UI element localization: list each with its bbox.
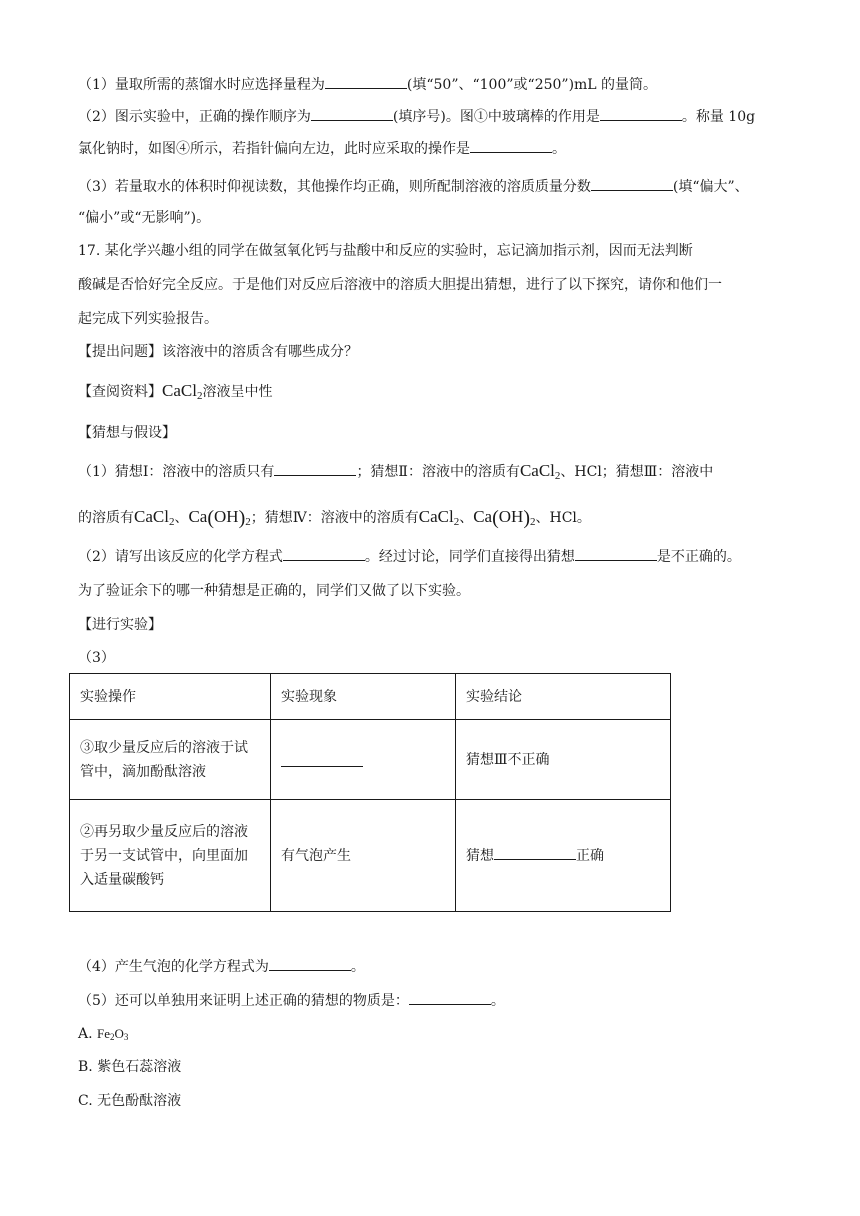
- operation-line: 于另一支试管中，向里面加: [80, 847, 248, 864]
- formula-text: OH: [498, 507, 524, 526]
- formula-subscript: 2: [196, 390, 203, 402]
- row1-operation: [70, 720, 271, 800]
- hypothesis-line2: [78, 507, 591, 532]
- q16-part3-line1: [78, 176, 749, 197]
- answer-blank[interactable]: [600, 106, 682, 121]
- fe2o3-formula: [97, 1026, 128, 1041]
- q17-part3-label: （3）: [78, 650, 115, 666]
- separator: 、: [459, 510, 474, 526]
- answer-blank[interactable]: [591, 176, 673, 191]
- cacl2-formula: [162, 381, 202, 400]
- formula-text: Ca: [473, 507, 493, 526]
- answer-blank[interactable]: [575, 546, 657, 561]
- row1-conclusion: 猜想Ⅲ不正确: [456, 720, 671, 800]
- hypothesis-2-text: ；猜想Ⅱ：溶液中的溶质有: [356, 464, 520, 480]
- q16-p2-text: （2）图示实验中，正确的操作顺序为: [78, 109, 311, 125]
- q17-part5: [78, 990, 505, 1011]
- answer-blank[interactable]: [311, 106, 393, 121]
- caoh2-formula: [473, 507, 536, 529]
- formula-subscript: 2: [110, 1032, 115, 1042]
- reference-heading: [78, 381, 272, 406]
- formula-text: O: [114, 1026, 124, 1041]
- option-c[interactable]: [78, 1091, 181, 1111]
- option-text: 紫色石蕊溶液: [97, 1059, 182, 1075]
- formula-text: CaCl: [519, 461, 555, 480]
- q17-p5-end: 。: [490, 993, 505, 1009]
- q16-part1: [78, 74, 657, 95]
- table-row: [70, 800, 671, 912]
- q17-p4-end: 。: [350, 959, 365, 975]
- formula-subscript: 2: [245, 516, 251, 528]
- formula-text: OH: [214, 507, 239, 526]
- operation-line: 入适量碳酸钙: [80, 871, 164, 888]
- cacl2-formula: [134, 507, 174, 526]
- hypothesis-1-text: （1）猜想Ⅰ：溶液中的溶质只有: [78, 464, 275, 480]
- cacl2-formula: [520, 461, 560, 480]
- q17-intro-line3: 起完成下列实验报告。: [78, 311, 218, 327]
- formula-text: CaCl: [162, 381, 197, 400]
- hypothesis-4-end: 、HCl。: [535, 510, 591, 526]
- formula-subscript: 2: [530, 516, 536, 528]
- operation-line: ②再另取少量反应后的溶液: [80, 823, 248, 840]
- row2-operation: [70, 800, 271, 912]
- separator: 、: [174, 510, 189, 526]
- paren-close: ): [523, 507, 530, 529]
- formula-text: Ca: [188, 507, 208, 526]
- answer-blank[interactable]: [325, 74, 407, 89]
- formula-text: Fe: [97, 1026, 111, 1041]
- reference-text: 溶液呈中性: [202, 384, 273, 400]
- operation-line: 管中，滴加酚酞溶液: [80, 763, 206, 780]
- answer-blank[interactable]: [470, 138, 552, 153]
- formula-text: CaCl: [418, 507, 454, 526]
- header-phenomenon: 实验现象: [271, 674, 456, 720]
- hypothesis-4-text: ；猜想Ⅳ：溶液中的溶质有: [250, 510, 419, 526]
- q16-p2-text3: 。称量 10g: [681, 109, 756, 125]
- q17-part2-line2: 为了验证余下的哪一种猜想是正确的，同学们又做了以下实验。: [78, 583, 470, 599]
- hypothesis-line1: [78, 461, 713, 486]
- paren-open: (: [492, 507, 499, 529]
- conclusion-text: 猜想: [466, 847, 494, 864]
- table-header-row: [70, 674, 671, 720]
- hypothesis-3-text: 、HCl；猜想Ⅲ：溶液中: [560, 464, 714, 480]
- q16-part2-line1: [78, 106, 755, 127]
- operation-line: ③取少量反应后的溶液于试: [80, 739, 248, 756]
- row1-phenomenon: [271, 720, 456, 800]
- paren-close: ): [238, 507, 246, 529]
- answer-blank[interactable]: [409, 990, 491, 1005]
- q17-p4-text: （4）产生气泡的化学方程式为: [78, 959, 269, 975]
- option-text: 无色酚酞溶液: [97, 1093, 182, 1109]
- q17-p5-text: （5）还可以单独用来证明上述正确的猜想的物质是：: [78, 993, 409, 1009]
- q17-part2-line1: [78, 546, 741, 567]
- table-row: [70, 720, 671, 800]
- q17-p2-text3: 是不正确的。: [656, 549, 741, 565]
- q16-p1-text: （1）量取所需的蒸馏水时应选择量程为: [78, 77, 325, 93]
- header-conclusion: 实验结论: [456, 674, 671, 720]
- answer-blank[interactable]: [274, 461, 356, 476]
- conclusion-text: 正确: [576, 847, 604, 864]
- answer-blank[interactable]: [494, 845, 576, 860]
- q16-part2-line2: [78, 138, 566, 159]
- q17-p2-text: （2）请写出该反应的化学方程式: [78, 549, 283, 565]
- formula-subscript: 3: [123, 1032, 129, 1042]
- reference-label: 【查阅资料】: [78, 384, 162, 400]
- q17-p2-text2: 。经过讨论，同学们直接得出猜想: [364, 549, 575, 565]
- experiment-heading: 【进行实验】: [78, 617, 162, 633]
- q16-p3-hint: (填“偏大”、: [672, 179, 749, 195]
- hypothesis-heading: 【猜想与假设】: [78, 425, 176, 441]
- formula-subscript: 2: [453, 516, 460, 528]
- q16-p3-text: （3）若量取水的体积时仰视读数，其他操作均正确，则所配制溶液的溶质质量分数: [78, 179, 591, 195]
- header-operation: 实验操作: [70, 674, 271, 720]
- formula-text: CaCl: [134, 507, 169, 526]
- answer-blank[interactable]: [283, 546, 365, 561]
- question-heading: 【提出问题】该溶液中的溶质含有哪些成分？: [78, 344, 358, 360]
- q16-p2-text4: 氯化钠时，如图④所示，若指针偏向左边，此时应采取的操作是: [78, 141, 470, 157]
- caoh2-formula: [188, 507, 251, 529]
- q17-intro-line2: 酸碱是否恰好完全反应。于是他们对反应后溶液中的溶质大胆提出猜想，进行了以下探究，请你和他们一: [78, 277, 722, 293]
- experiment-table: [69, 673, 671, 912]
- option-a[interactable]: [78, 1024, 128, 1047]
- option-label: B.: [78, 1059, 93, 1075]
- option-b[interactable]: [78, 1057, 181, 1077]
- row2-phenomenon: 有气泡产生: [271, 800, 456, 912]
- answer-blank[interactable]: [269, 956, 351, 971]
- option-label: A.: [78, 1026, 93, 1042]
- hypothesis-3-cont: 的溶质有: [78, 510, 134, 526]
- formula-subscript: 2: [554, 470, 561, 482]
- row2-conclusion: [456, 800, 671, 912]
- q16-p2-end: 。: [552, 141, 566, 157]
- q17-part4: [78, 956, 365, 977]
- cacl2-formula: [419, 507, 459, 526]
- option-label: C.: [78, 1093, 93, 1109]
- paren-open: (: [207, 507, 215, 529]
- q16-part3-line2: [78, 208, 210, 228]
- formula-subscript: 2: [168, 516, 175, 528]
- q16-p2-text2: (填序号)。图①中玻璃棒的作用是: [392, 109, 600, 125]
- q17-intro-line1: 17. 某化学兴趣小组的同学在做氢氧化钙与盐酸中和反应的实验时，忘记滴加指示剂，因而无法判断: [78, 243, 693, 259]
- answer-blank[interactable]: [281, 752, 363, 767]
- q16-p3-hint2: “偏小”或“无影响”)。: [78, 210, 211, 226]
- q16-p1-hint: (填“50”、“100”或“250”)mL 的量筒。: [406, 77, 658, 93]
